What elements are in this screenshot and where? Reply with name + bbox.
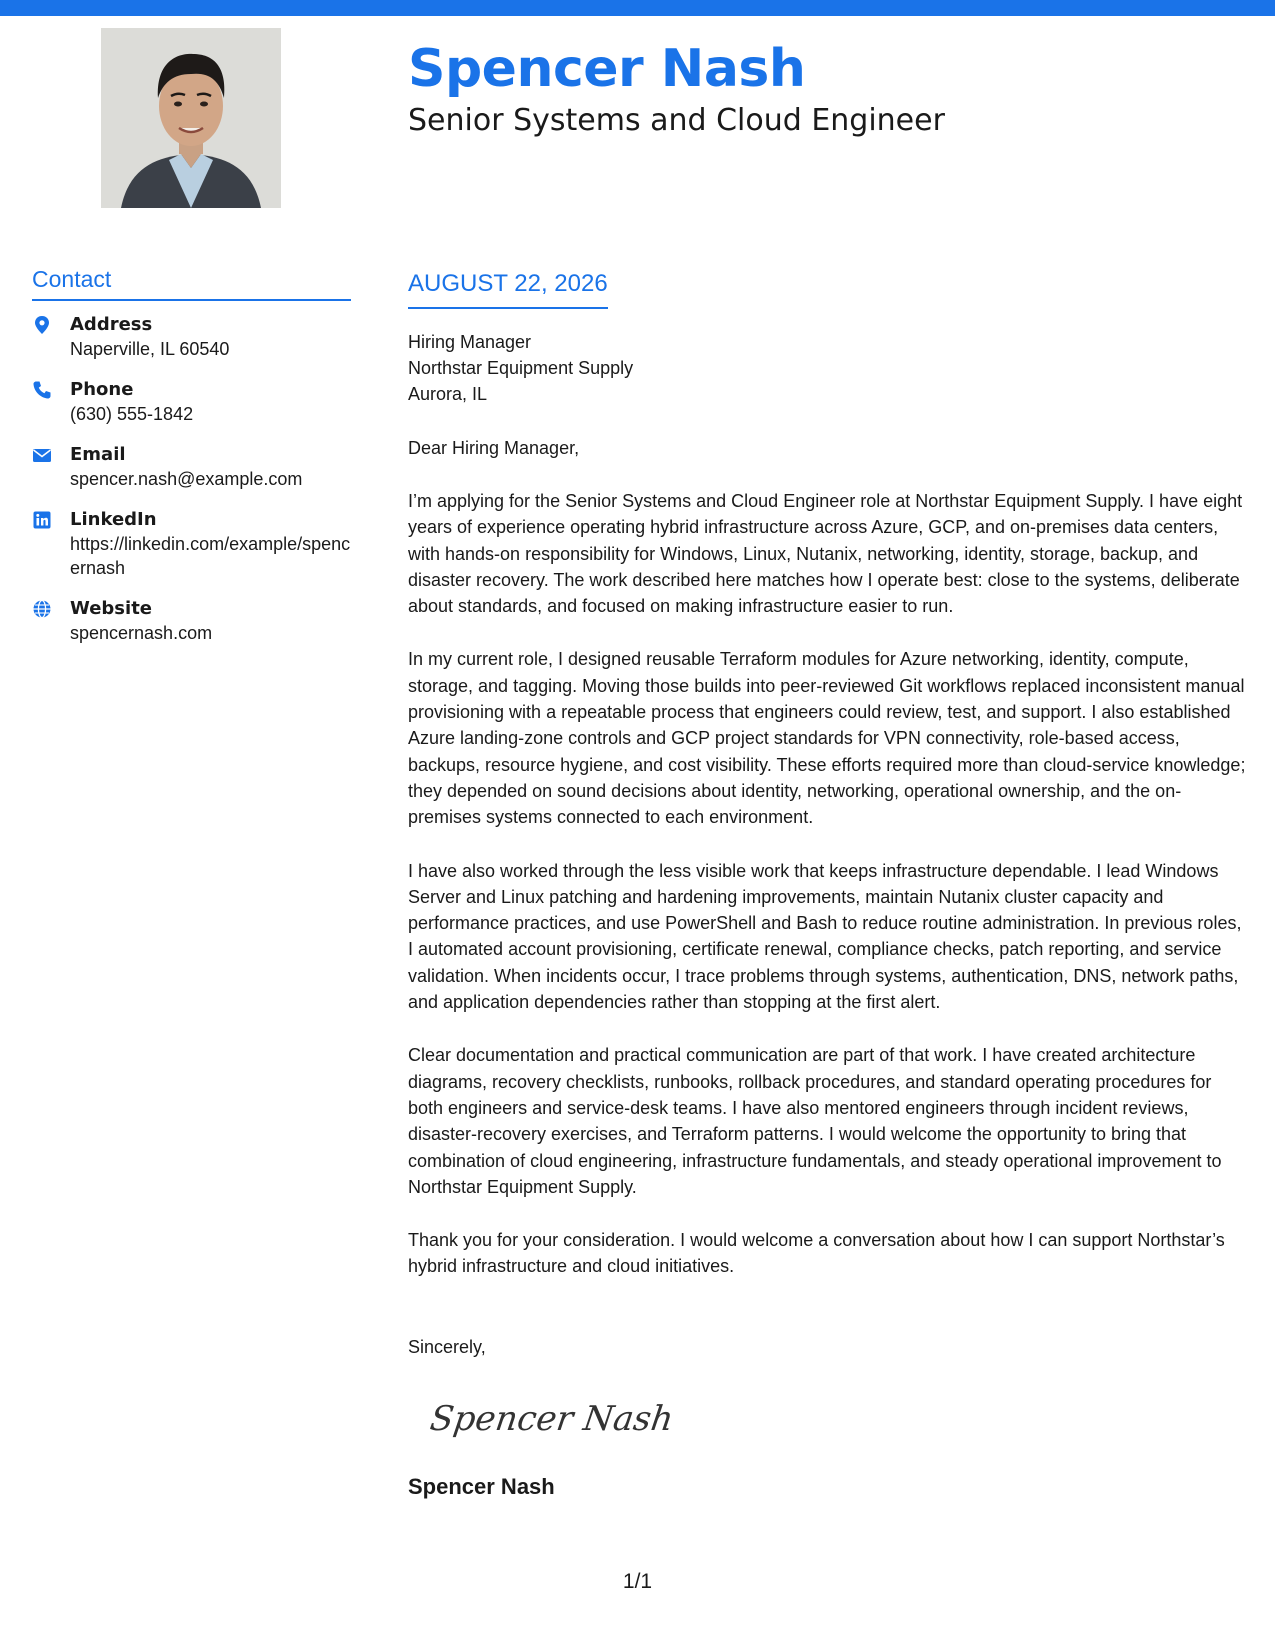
linkedin-icon bbox=[32, 508, 70, 580]
contact-email bbox=[32, 443, 351, 491]
email-icon bbox=[32, 443, 70, 491]
candidate-title: Senior Systems and Cloud Engineer bbox=[408, 103, 945, 138]
linkedin-value[interactable]: https://linkedin.com/example/spencernash bbox=[70, 534, 351, 578]
letter-paragraph: In my current role, I designed reusable Terraform modules for Azure networking, identity, compute, storage, and tagging. Moving those builds into peer-reviewed Git workflows replaced inconsistent manual provisioning with a repeatable process that engineers could review, test, and support. I also established Azure landing-zone controls and GCP project standards for VPN connectivity, role-based access, backups, resource hygiene, and cost visibility. These efforts required more than cloud-service knowledge; they depended on sound decisions about identity, networking, operational ownership, and the on-premises systems connected to each environment. bbox=[408, 649, 1246, 828]
recipient-line: Aurora, IL bbox=[408, 384, 488, 405]
website-value[interactable]: spencernash.com bbox=[70, 623, 213, 643]
contact-address bbox=[32, 313, 351, 361]
contact-label: LinkedIn bbox=[70, 509, 157, 530]
contact-website bbox=[32, 597, 351, 645]
candidate-name: Spencer Nash bbox=[408, 39, 806, 99]
phone-value: (630) 555-1842 bbox=[70, 404, 194, 424]
letter-paragraph: Clear documentation and practical communication are part of that work. I have created architecture diagrams, recovery checklists, runbooks, rollback procedures, and standard operating procedures for both engineers and service-desk teams. I have also mentored engineers through incident reviews, disaster-recovery exercises, and Terraform patterns. I would welcome the opportunity to bring that combination of cloud engineering, infrastructure fundamentals, and steady operational improvement to Northstar Equipment Supply. bbox=[408, 1045, 1222, 1197]
letter-paragraph: I have also worked through the less visible work that keeps infrastructure dependable. I lead Windows Server and Linux patching and hardening improvements, maintain Nutanix cluster capacity and performance practices, and use PowerShell and Bash to reduce routine administration. In previous roles, I automated account provisioning, certificate renewal, compliance checks, patch reporting, and service validation. When incidents occur, I trace problems through systems, authentication, DNS, network paths, and application dependencies rather than stopping at the first alert. bbox=[408, 860, 1242, 1013]
letter-paragraph: I’m applying for the Senior Systems and Cloud Engineer role at Northstar Equipment Supply. I have eight years of experience operating hybrid infrastructure across Azure, GCP, and on-premises data centers, with hands-on responsibility for Windows, Linux, Nutanix, networking, identity, storage, backup, and disaster recovery. The work described here matches how I operate best: close to the systems, deliberate about standards, and focused on making infrastructure easier to run. bbox=[408, 490, 1243, 617]
contact-phone bbox=[32, 378, 351, 426]
contact-sidebar bbox=[32, 266, 351, 662]
svg-text:Spencer Nash: Spencer Nash bbox=[427, 1399, 676, 1439]
contact-label: Phone bbox=[70, 379, 134, 400]
globe-icon bbox=[32, 597, 70, 645]
handwritten-signature bbox=[427, 1394, 1248, 1444]
contact-linkedin bbox=[32, 508, 351, 580]
recipient-line: Hiring Manager bbox=[408, 331, 532, 352]
contact-label: Website bbox=[70, 598, 153, 619]
closing: Sincerely, bbox=[408, 1336, 486, 1357]
signer-name: Spencer Nash bbox=[408, 1474, 555, 1499]
contact-label: Email bbox=[70, 444, 126, 465]
recipient-block bbox=[408, 329, 1248, 408]
contact-label: Address bbox=[70, 314, 153, 335]
letter-date: AUGUST 22, 2026 bbox=[408, 270, 608, 309]
map-pin-icon bbox=[32, 313, 70, 361]
contact-heading: Contact bbox=[32, 266, 351, 301]
page-number: 1/1 bbox=[622, 1570, 653, 1593]
email-value[interactable]: spencer.nash@example.com bbox=[70, 469, 303, 489]
phone-icon bbox=[32, 378, 70, 426]
profile-photo bbox=[101, 28, 281, 208]
top-accent-bar bbox=[0, 0, 1275, 16]
letter-paragraph: Thank you for your consideration. I would welcome a conversation about how I can support Northstar’s hybrid infrastructure and cloud initiatives. bbox=[408, 1230, 1225, 1277]
letter-body bbox=[408, 270, 1248, 1500]
recipient-line: Northstar Equipment Supply bbox=[408, 358, 634, 379]
salutation: Dear Hiring Manager, bbox=[408, 437, 580, 458]
address-value: Naperville, IL 60540 bbox=[70, 339, 230, 359]
